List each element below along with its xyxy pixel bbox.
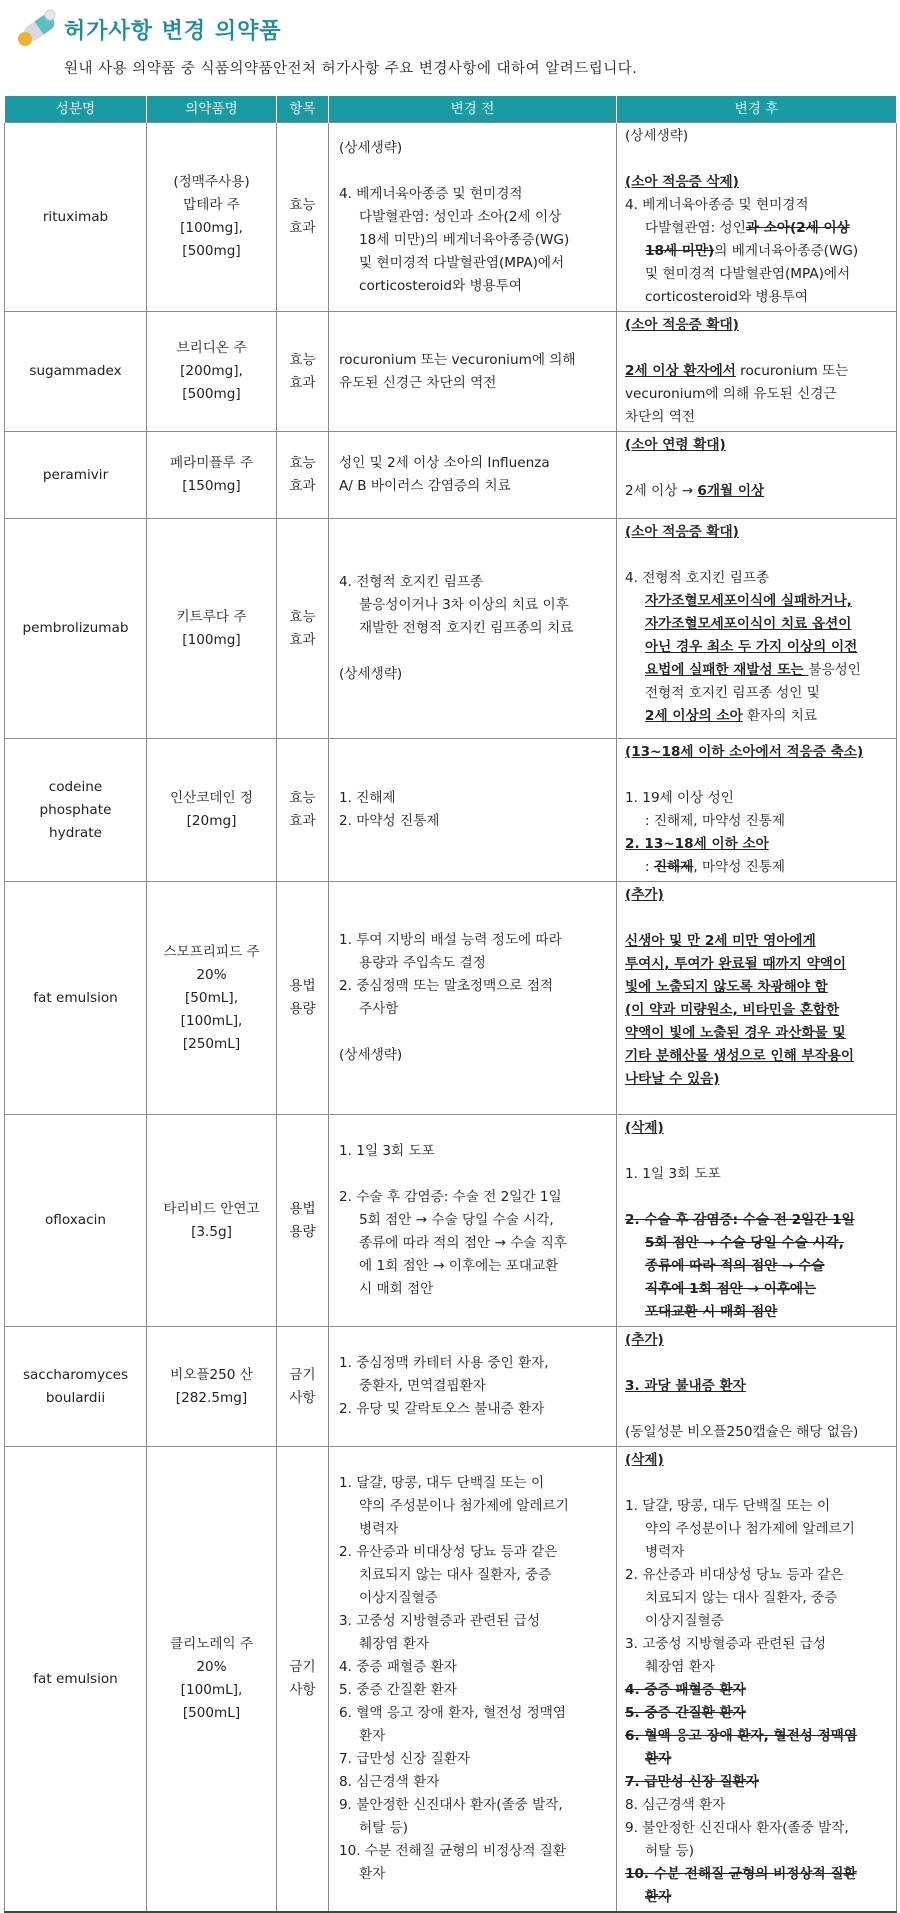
text-line: [500mg] xyxy=(182,386,241,402)
cell-product xyxy=(147,123,277,312)
text-line: [50mL], xyxy=(184,989,239,1006)
text-line: 성인 및 2세 이상 소아의 Influenza xyxy=(339,455,550,471)
text-segment: 불응성인 xyxy=(808,662,861,678)
text-line: 3. 고중성 지방혈증과 관련된 급성 xyxy=(339,1613,540,1629)
cell-before xyxy=(329,123,617,312)
text-line: 약의 주성분이나 첨가제에 알레르기 xyxy=(359,1498,569,1514)
spacer xyxy=(625,1472,890,1495)
text-line: 효과 xyxy=(289,374,316,391)
text-line: 효과 xyxy=(289,813,316,829)
change-label: (삭제) xyxy=(625,1452,664,1468)
text-line: (상세생략) xyxy=(339,1047,403,1063)
deleted-text: 과 소아(2세 이상 xyxy=(745,220,850,236)
cell-ingredient xyxy=(5,519,147,739)
text-line: 4. 중증 패혈증 환자 xyxy=(339,1659,457,1675)
text-line: 4. 베게너육아종증 및 현미경적 xyxy=(625,197,809,213)
text-line: 9. 불안정한 신진대사 환자(졸중 발작, xyxy=(339,1797,563,1813)
text-line: rituximab xyxy=(42,208,109,225)
cell-after xyxy=(617,312,897,432)
text-segment: 다발혈관염: 성인 xyxy=(645,220,746,236)
cell-before xyxy=(329,1327,617,1447)
text-line: 병력자 xyxy=(645,1544,685,1560)
text-line: rocuronium 또는 vecuronium에 의해 xyxy=(339,351,576,368)
text-line: 타리비드 안연고 xyxy=(163,1200,260,1217)
text-line: 중환자, 면역결핍환자 xyxy=(359,1378,486,1394)
text-line: 종류에 따라 적의 점안 → 수술 직후 xyxy=(359,1235,568,1251)
text-line: 불응성이거나 3차 이상의 치료 이후 xyxy=(359,597,569,613)
table-row xyxy=(5,882,897,1115)
text-line: A/ B 바이러스 감염증의 치료 xyxy=(339,478,511,494)
text-line: pembrolizumab xyxy=(22,620,129,636)
page-title: 허가사항 변경 의약품 xyxy=(64,19,282,44)
cell-ingredient xyxy=(5,882,147,1115)
cell-product xyxy=(147,739,277,882)
page-header xyxy=(0,0,900,96)
text-line: 용량 xyxy=(289,1001,316,1017)
cell-ingredient xyxy=(5,1115,147,1327)
text-line: 다발혈관염: 성인과 소아(2세 이상 xyxy=(359,208,562,225)
change-label: (소아 적응증 확대) xyxy=(625,524,739,540)
text-line: 췌장염 환자 xyxy=(645,1659,715,1675)
cell-category xyxy=(277,519,329,739)
cell-product xyxy=(147,1447,277,1913)
change-label: (추가) xyxy=(625,1332,664,1348)
text-line: [20mg] xyxy=(186,813,237,829)
spacer xyxy=(625,764,890,787)
cell-category xyxy=(277,1447,329,1913)
change-label: (소아 적응증 확대) xyxy=(625,317,739,333)
cell-after xyxy=(617,1327,897,1447)
header-category: 항목 xyxy=(277,96,329,123)
cell-before xyxy=(329,739,617,882)
text-line: 허탈 등) xyxy=(645,1843,695,1859)
added-text: 투여시, 투여가 완료될 때까지 약액이 xyxy=(625,956,847,972)
text-line: 1. 달걀, 땅콩, 대두 단백질 또는 이 xyxy=(339,1475,545,1491)
change-label: (13~18세 이하 소아에서 적응증 축소) xyxy=(625,744,864,760)
added-text: 2세 이상 환자에서 xyxy=(625,363,736,379)
text-line: sugammadex xyxy=(29,363,122,379)
text-line: 20% xyxy=(196,1659,227,1675)
page-subtitle: 원내 사용 의약품 중 식품의약품안전처 허가사항 주요 변경사항에 대하여 알려드립니다. xyxy=(64,61,638,77)
cell-after xyxy=(617,1115,897,1327)
text-line: 1. 중심정맥 카테터 사용 중인 환자, xyxy=(339,1355,549,1371)
text-line: 용법 xyxy=(289,1200,316,1217)
table-row xyxy=(5,312,897,432)
text-line: 효능 xyxy=(289,351,316,368)
text-line: 1. 19세 이상 성인 xyxy=(625,790,734,806)
text-segment: : xyxy=(645,859,654,875)
deleted-text: 5. 중증 간질환 환자 xyxy=(625,1705,746,1721)
text-line: 비오플250 산 xyxy=(170,1366,253,1383)
text-line: 환자 xyxy=(359,1728,386,1744)
text-line: 3. 고중성 지방혈증과 관련된 급성 xyxy=(625,1636,826,1652)
cell-product xyxy=(147,432,277,519)
text-line: 시 매회 점안 xyxy=(359,1281,434,1297)
text-line: 효과 xyxy=(289,631,316,648)
spacer xyxy=(625,907,890,930)
change-label: (소아 적응증 삭제) xyxy=(625,174,739,190)
spacer xyxy=(625,544,890,567)
cell-category xyxy=(277,312,329,432)
text-line: [100mL], xyxy=(180,1682,243,1698)
text-line: 1. 진해제 xyxy=(339,790,396,806)
table-row xyxy=(5,519,897,739)
text-line: (상세생략) xyxy=(625,128,689,144)
deleted-text: 진해제 xyxy=(653,859,694,875)
text-line: 2. 마약성 진통제 xyxy=(339,813,440,829)
text-line: peramivir xyxy=(42,466,109,483)
added-text: 자가조혈모세포이식이 치료 옵션이 xyxy=(645,616,852,632)
text-line: (정맥주사용) xyxy=(173,174,250,190)
header-product: 의약품명 xyxy=(147,96,277,123)
text-line: 용량 xyxy=(289,1223,316,1240)
cell-ingredient xyxy=(5,1327,147,1447)
text-line: [200mg], xyxy=(180,363,243,379)
change-label: (삭제) xyxy=(625,1120,664,1136)
text-segment: 환자의 치료 xyxy=(742,708,818,724)
text-line xyxy=(625,217,890,240)
text-line: corticosteroid와 병용투여 xyxy=(645,289,809,305)
spacer xyxy=(625,1186,890,1209)
text-line xyxy=(625,659,890,682)
header-before: 변경 전 xyxy=(329,96,617,123)
text-line: (상세생략) xyxy=(339,139,403,156)
text-line: [282.5mg] xyxy=(175,1389,248,1406)
deleted-text: 5회 점안 → 수술 당일 수술 시각, xyxy=(645,1235,844,1251)
change-label: (추가) xyxy=(625,887,664,903)
text-line: 4. 전형적 호지킨 림프종 xyxy=(625,570,770,586)
deleted-text: 포대교환 시 매회 점안 xyxy=(645,1304,778,1320)
table-row xyxy=(5,1447,897,1913)
table-row xyxy=(5,1115,897,1327)
added-text: 빛에 노출되지 않도록 차광해야 함 xyxy=(625,979,828,995)
text-line: vecuronium에 의해 유도된 신경근 xyxy=(625,386,837,402)
text-line: 인산코데인 정 xyxy=(169,790,254,806)
cell-category xyxy=(277,739,329,882)
deleted-text: 환자 xyxy=(645,1889,672,1905)
text-line: 스모프리피드 주 xyxy=(163,943,260,960)
added-text: 자가조혈모세포이식에 실패하거나, xyxy=(645,593,852,609)
cell-category xyxy=(277,432,329,519)
text-line: boulardii xyxy=(45,1389,106,1406)
text-line: 용량과 주입속도 결정 xyxy=(359,955,486,971)
text-line: 6. 혈액 응고 장애 환자, 혈전성 정맥염 xyxy=(339,1705,567,1721)
text-line: 금기 xyxy=(289,1366,316,1383)
text-line: : 진해제, 마약성 진통제 xyxy=(645,813,786,829)
text-line: 8. 심근경색 환자 xyxy=(339,1774,440,1790)
added-text: 나타날 수 있음) xyxy=(625,1071,720,1087)
text-line: 7. 급만성 신장 질환자 xyxy=(339,1751,470,1767)
text-line: 치료되지 않는 대사 질환자, 중증 xyxy=(359,1567,552,1583)
text-line: 키트루다 주 xyxy=(176,608,247,625)
spacer xyxy=(339,640,608,663)
text-line: [100mL], xyxy=(180,1012,243,1029)
cell-before xyxy=(329,1115,617,1327)
cell-ingredient xyxy=(5,123,147,312)
cell-ingredient xyxy=(5,1447,147,1913)
text-line: 효능 xyxy=(289,197,316,213)
spacer xyxy=(625,337,890,360)
text-segment: rocuronium 또는 xyxy=(735,363,849,379)
text-line: [100mg] xyxy=(182,631,241,648)
cell-after xyxy=(617,432,897,519)
text-line: 용법 xyxy=(289,978,316,994)
cell-category xyxy=(277,123,329,312)
text-line: corticosteroid와 병용투여 xyxy=(359,277,523,294)
cell-after xyxy=(617,739,897,882)
text-line: 효능 xyxy=(289,455,316,471)
text-line: 사항 xyxy=(289,1682,316,1698)
cell-ingredient xyxy=(5,739,147,882)
cell-after xyxy=(617,123,897,312)
added-text: (이 약과 미량원소, 비타민을 혼합한 xyxy=(625,1002,840,1018)
text-line: 4. 전형적 호지킨 림프종 xyxy=(339,574,484,590)
text-line: 이상지질혈증 xyxy=(359,1590,438,1606)
header-after: 변경 후 xyxy=(617,96,897,123)
text-line: fat emulsion xyxy=(33,989,118,1006)
spacer xyxy=(625,1398,890,1421)
changes-table xyxy=(4,96,897,1913)
text-line: 및 현미경적 다발혈관염(MPA)에서 xyxy=(645,266,851,282)
text-line: (동일성분 비오플250캡슐은 해당 없음) xyxy=(625,1424,859,1440)
text-line: 맙테라 주 xyxy=(183,197,240,213)
table-row xyxy=(5,432,897,519)
text-line: 9. 불안정한 신진대사 환자(졸중 발작, xyxy=(625,1820,849,1836)
text-line: 페라미플루 주 xyxy=(169,455,254,471)
text-line: 2. 수술 후 감염증: 수술 전 2일간 1일 xyxy=(339,1189,562,1205)
text-line: 유도된 신경근 차단의 역전 xyxy=(339,374,497,391)
text-line: (상세생략) xyxy=(339,666,403,682)
text-line: [3.5g] xyxy=(191,1223,232,1240)
text-line: fat emulsion xyxy=(33,1670,118,1687)
text-line: [500mL] xyxy=(182,1705,241,1721)
spacer xyxy=(625,148,890,171)
deleted-text: 18세 미만) xyxy=(645,243,715,259)
spacer xyxy=(625,457,890,480)
text-line: 환자 xyxy=(359,1866,386,1882)
text-line xyxy=(625,360,890,383)
text-line: 치료되지 않는 대사 질환자, 중증 xyxy=(645,1590,838,1606)
text-line: 효과 xyxy=(289,478,316,494)
text-segment: , 마약성 진통제 xyxy=(693,859,786,875)
deleted-text: 직후에 1회 점안 → 이후에는 xyxy=(645,1281,817,1297)
text-line: [150mg] xyxy=(182,478,241,494)
text-line: 전형적 호지킨 림프종 성인 및 xyxy=(645,685,820,701)
added-text: 약액이 빛에 노출된 경우 과산화물 및 xyxy=(625,1025,846,1041)
added-text: 2. 13~18세 이하 소아 xyxy=(625,836,769,852)
spacer xyxy=(339,1163,608,1186)
text-line: 병력자 xyxy=(359,1521,399,1537)
cell-ingredient xyxy=(5,312,147,432)
spacer xyxy=(339,160,608,183)
text-line: 20% xyxy=(196,966,227,983)
text-line xyxy=(625,705,890,728)
spacer xyxy=(625,1140,890,1163)
text-line: 사항 xyxy=(289,1389,316,1406)
text-line: 2. 유당 및 갈락토오스 불내증 환자 xyxy=(339,1401,545,1417)
text-line: 8. 심근경색 환자 xyxy=(625,1797,726,1813)
cell-before xyxy=(329,432,617,519)
table-header-row xyxy=(5,96,897,123)
cell-product xyxy=(147,519,277,739)
deleted-text: 10. 수분 전해질 균형의 비정상적 질환 xyxy=(625,1866,857,1882)
text-segment: 의 베게너육아종증(WG) xyxy=(714,243,859,259)
text-line: 2. 중심정맥 또는 말초정맥으로 점적 xyxy=(339,978,554,994)
added-text: 3. 과당 불내증 환자 xyxy=(625,1378,746,1394)
added-text: 2세 이상의 소아 xyxy=(645,708,743,724)
text-line: 2. 유산증과 비대상성 당뇨 등과 같은 xyxy=(339,1544,558,1560)
added-text: 기타 분해산물 생성으로 인해 부작용이 xyxy=(625,1048,855,1064)
deleted-text: 6. 혈액 응고 장애 환자, 혈전성 정맥염 xyxy=(625,1728,858,1744)
text-line: 금기 xyxy=(289,1659,316,1675)
text-line: 18세 미만)의 베게너육아종증(WG) xyxy=(359,231,570,248)
text-line: 주사함 xyxy=(359,1001,399,1017)
cell-product xyxy=(147,312,277,432)
text-line: 약의 주성분이나 첨가제에 알레르기 xyxy=(645,1521,855,1537)
cell-category xyxy=(277,1327,329,1447)
text-line: 효능 xyxy=(289,790,316,806)
added-text: 6개월 이상 xyxy=(697,483,765,499)
text-line: 2. 유산증과 비대상성 당뇨 등과 같은 xyxy=(625,1567,844,1583)
cell-before xyxy=(329,1447,617,1913)
header-ingredient: 성분명 xyxy=(5,96,147,123)
spacer xyxy=(339,1021,608,1044)
text-line: 차단의 역전 xyxy=(625,409,695,425)
cell-category xyxy=(277,882,329,1115)
text-line: 5회 점안 → 수술 당일 수술 시각, xyxy=(359,1212,554,1228)
text-line: phosphate xyxy=(39,801,112,818)
cell-before xyxy=(329,312,617,432)
cell-before xyxy=(329,882,617,1115)
added-text: 요법에 실패한 재발성 또는 xyxy=(645,662,809,678)
text-line: 10. 수분 전해질 균형의 비정상적 질환 xyxy=(339,1843,567,1859)
added-text: 아닌 경우 최소 두 가지 이상의 이전 xyxy=(645,639,858,655)
added-text: 신생아 및 만 2세 미만 영아에게 xyxy=(625,933,816,949)
text-line: 1. 달걀, 땅콩, 대두 단백질 또는 이 xyxy=(625,1498,831,1514)
cell-ingredient xyxy=(5,432,147,519)
text-line xyxy=(625,856,890,879)
text-segment: 2세 이상 → xyxy=(625,483,698,499)
deleted-text: 7. 급만성 신장 질환자 xyxy=(625,1774,759,1790)
text-line: 이상지질혈증 xyxy=(645,1613,724,1629)
text-line: 1. 1일 3회 도포 xyxy=(625,1166,721,1182)
text-line: 5. 중증 간질환 환자 xyxy=(339,1682,457,1698)
text-line: 허탈 등) xyxy=(359,1820,409,1836)
cell-product xyxy=(147,1327,277,1447)
text-line: 에 1회 점안 → 이후에는 포대교환 xyxy=(359,1258,559,1274)
cell-after xyxy=(617,1447,897,1913)
text-line: 4. 베게너육아종증 및 현미경적 xyxy=(339,185,523,202)
text-line: 브리디온 주 xyxy=(176,340,247,356)
pill-capsule-icon xyxy=(14,6,64,50)
text-line: 췌장염 환자 xyxy=(359,1636,429,1652)
text-line: 클리노레익 주 xyxy=(169,1636,254,1652)
text-line: codeine xyxy=(48,778,103,795)
text-line: 1. 1일 3회 도포 xyxy=(339,1143,435,1159)
table-row xyxy=(5,123,897,312)
text-line: 및 현미경적 다발혈관염(MPA)에서 xyxy=(359,254,565,271)
cell-product xyxy=(147,882,277,1115)
deleted-text: 2. 수술 후 감염증: 수술 전 2일간 1일 xyxy=(625,1212,855,1228)
text-line: hydrate xyxy=(49,824,102,841)
text-line xyxy=(625,480,890,503)
text-line: [500mg] xyxy=(182,243,241,259)
deleted-text: 종류에 따라 적의 점안 → 수술 xyxy=(645,1258,825,1274)
text-line: [250mL] xyxy=(182,1035,241,1052)
cell-before xyxy=(329,519,617,739)
text-line: [100mg], xyxy=(180,220,243,236)
text-line xyxy=(625,240,890,263)
cell-category xyxy=(277,1115,329,1327)
cell-after xyxy=(617,519,897,739)
deleted-text: 4. 중증 패혈증 환자 xyxy=(625,1682,746,1698)
spacer xyxy=(625,1352,890,1375)
table-row xyxy=(5,1327,897,1447)
cell-product xyxy=(147,1115,277,1327)
text-line: 효능 xyxy=(289,608,316,625)
change-label: (소아 연령 확대) xyxy=(625,437,726,453)
table-row xyxy=(5,739,897,882)
text-line: ofloxacin xyxy=(44,1212,107,1228)
cell-after xyxy=(617,882,897,1115)
text-line: saccharomyces xyxy=(22,1366,129,1383)
text-line: 재발한 전형적 호지킨 림프종의 치료 xyxy=(359,620,574,636)
text-line: 1. 투여 지방의 배설 능력 정도에 따라 xyxy=(339,932,562,948)
text-line: 효과 xyxy=(289,220,316,236)
deleted-text: 환자 xyxy=(645,1751,672,1767)
